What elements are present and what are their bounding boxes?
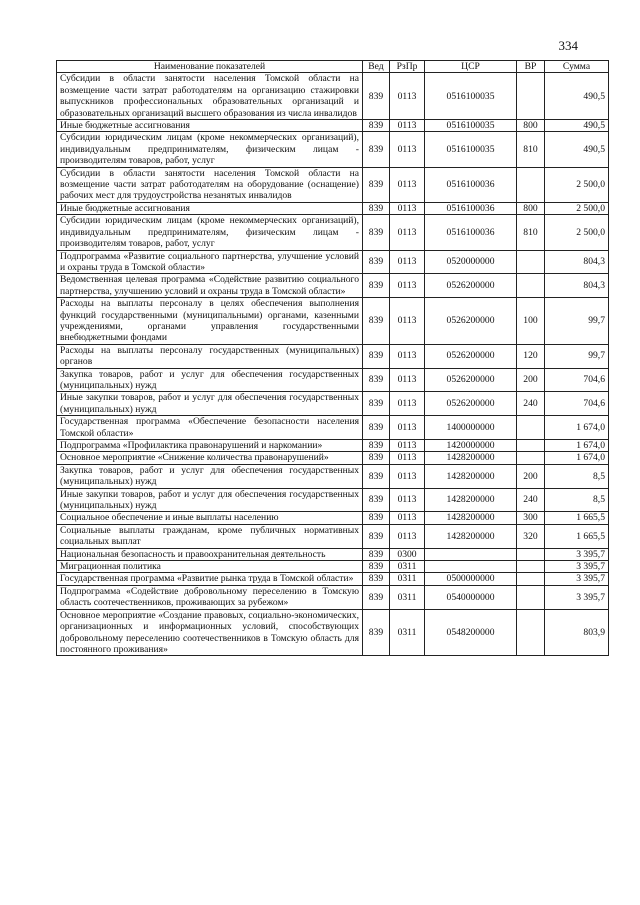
- row-ved-cell: 839: [363, 561, 390, 573]
- row-ved-cell: 839: [363, 250, 390, 274]
- row-ved-cell: 839: [363, 573, 390, 585]
- row-name-cell: Закупка товаров, работ и услуг для обеспечения государственных (муниципальных) нужд: [57, 464, 363, 488]
- row-name-cell: Иные бюджетные ассигнования: [57, 120, 363, 132]
- row-rzpr-cell: 0311: [390, 573, 425, 585]
- row-rzpr-cell: 0113: [390, 464, 425, 488]
- row-vr-cell: [517, 73, 545, 120]
- row-ved-cell: 839: [363, 215, 390, 250]
- row-rzpr-cell: 0113: [390, 344, 425, 368]
- row-csr-cell: 0516100035: [425, 73, 517, 120]
- row-csr-cell: [425, 548, 517, 560]
- row-vr-cell: [517, 585, 545, 609]
- row-csr-cell: 0516100036: [425, 215, 517, 250]
- row-vr-cell: 200: [517, 368, 545, 392]
- table-row: [57, 440, 609, 452]
- row-csr-cell: 1420000000: [425, 440, 517, 452]
- row-name-cell: Закупка товаров, работ и услуг для обеспечения государственных (муниципальных) нужд: [57, 368, 363, 392]
- row-ved-cell: 839: [363, 368, 390, 392]
- row-sum-cell: 3 395,7: [545, 573, 609, 585]
- table-row: [57, 250, 609, 274]
- row-rzpr-cell: 0113: [390, 73, 425, 120]
- row-rzpr-cell: 0311: [390, 609, 425, 656]
- row-vr-cell: 810: [517, 132, 545, 167]
- row-rzpr-cell: 0113: [390, 488, 425, 512]
- column-header-vr: ВР: [517, 61, 545, 73]
- table-row: [57, 215, 609, 250]
- row-vr-cell: [517, 548, 545, 560]
- row-ved-cell: 839: [363, 274, 390, 298]
- row-csr-cell: 0526200000: [425, 344, 517, 368]
- row-rzpr-cell: 0113: [390, 368, 425, 392]
- row-rzpr-cell: 0311: [390, 561, 425, 573]
- row-ved-cell: 839: [363, 73, 390, 120]
- row-vr-cell: [517, 452, 545, 464]
- row-name-cell: Расходы на выплаты персоналу в целях обеспечения выполнения функций государственными (муниципальными) органами, казенными учреждениями, органами управления государственными внебюджетными фондами: [57, 298, 363, 345]
- row-rzpr-cell: 0113: [390, 512, 425, 524]
- row-sum-cell: 8,5: [545, 464, 609, 488]
- row-vr-cell: [517, 440, 545, 452]
- row-name-cell: Социальное обеспечение и иные выплаты населению: [57, 512, 363, 524]
- row-sum-cell: 1 674,0: [545, 416, 609, 440]
- table-row: [57, 202, 609, 214]
- row-csr-cell: 0516100036: [425, 202, 517, 214]
- row-sum-cell: 1 674,0: [545, 440, 609, 452]
- column-header-name: Наименование показателей: [57, 61, 363, 73]
- table-row: [57, 585, 609, 609]
- row-vr-cell: [517, 609, 545, 656]
- row-name-cell: Подпрограмма «Профилактика правонарушений и наркомании»: [57, 440, 363, 452]
- row-csr-cell: 0526200000: [425, 274, 517, 298]
- row-ved-cell: 839: [363, 132, 390, 167]
- table-row: [57, 392, 609, 416]
- row-ved-cell: 839: [363, 585, 390, 609]
- row-ved-cell: 839: [363, 167, 390, 202]
- row-rzpr-cell: 0113: [390, 250, 425, 274]
- row-vr-cell: 800: [517, 202, 545, 214]
- row-csr-cell: 0548200000: [425, 609, 517, 656]
- row-sum-cell: 99,7: [545, 298, 609, 345]
- row-sum-cell: 1 665,5: [545, 512, 609, 524]
- row-name-cell: Субсидии в области занятости населения Томской области на возмещение части затрат работодателям на организацию стажировки выпускников профессиональных образовательных организаций и образовательных организаций высшего образования из числа инвалидов: [57, 73, 363, 120]
- row-sum-cell: 1 674,0: [545, 452, 609, 464]
- row-rzpr-cell: 0113: [390, 298, 425, 345]
- row-name-cell: Миграционная политика: [57, 561, 363, 573]
- row-name-cell: Государственная программа «Обеспечение безопасности населения Томской области»: [57, 416, 363, 440]
- row-ved-cell: 839: [363, 344, 390, 368]
- row-vr-cell: 240: [517, 392, 545, 416]
- row-rzpr-cell: 0113: [390, 440, 425, 452]
- row-sum-cell: 3 395,7: [545, 548, 609, 560]
- row-sum-cell: 704,6: [545, 368, 609, 392]
- row-name-cell: Субсидии юридическим лицам (кроме некоммерческих организаций), индивидуальным предпринимателям, физическим лицам - производителям товаров, работ, услуг: [57, 132, 363, 167]
- table-row: [57, 609, 609, 656]
- row-rzpr-cell: 0113: [390, 215, 425, 250]
- row-rzpr-cell: 0113: [390, 202, 425, 214]
- row-csr-cell: 1428200000: [425, 452, 517, 464]
- row-name-cell: Государственная программа «Развитие рынка труда в Томской области»: [57, 573, 363, 585]
- row-name-cell: Социальные выплаты гражданам, кроме публичных нормативных социальных выплат: [57, 524, 363, 548]
- column-header-csr: ЦСР: [425, 61, 517, 73]
- row-vr-cell: [517, 416, 545, 440]
- row-vr-cell: 300: [517, 512, 545, 524]
- table-row: [57, 274, 609, 298]
- row-ved-cell: 839: [363, 202, 390, 214]
- column-header-sum: Сумма: [545, 61, 609, 73]
- budget-table: [56, 60, 609, 656]
- row-vr-cell: [517, 167, 545, 202]
- row-sum-cell: 99,7: [545, 344, 609, 368]
- row-vr-cell: 800: [517, 120, 545, 132]
- table-row: [57, 561, 609, 573]
- row-vr-cell: 320: [517, 524, 545, 548]
- row-sum-cell: 804,3: [545, 274, 609, 298]
- row-ved-cell: 839: [363, 392, 390, 416]
- row-name-cell: Подпрограмма «Развитие социального партнерства, улучшение условий и охраны труда в Томской области»: [57, 250, 363, 274]
- row-csr-cell: 0516100035: [425, 132, 517, 167]
- row-rzpr-cell: 0113: [390, 167, 425, 202]
- row-ved-cell: 839: [363, 488, 390, 512]
- row-name-cell: Иные бюджетные ассигнования: [57, 202, 363, 214]
- row-vr-cell: 810: [517, 215, 545, 250]
- row-ved-cell: 839: [363, 440, 390, 452]
- table-row: [57, 167, 609, 202]
- row-csr-cell: 1428200000: [425, 464, 517, 488]
- row-sum-cell: 2 500,0: [545, 215, 609, 250]
- page-number: 334: [558, 38, 578, 53]
- column-header-ved: Вед: [363, 61, 390, 73]
- row-rzpr-cell: 0113: [390, 524, 425, 548]
- row-ved-cell: 839: [363, 548, 390, 560]
- column-header-rzpr: РзПр: [390, 61, 425, 73]
- table-row: [57, 120, 609, 132]
- table-row: [57, 488, 609, 512]
- row-name-cell: Национальная безопасность и правоохранительная деятельность: [57, 548, 363, 560]
- row-sum-cell: 2 500,0: [545, 167, 609, 202]
- row-csr-cell: 0540000000: [425, 585, 517, 609]
- row-vr-cell: [517, 274, 545, 298]
- row-csr-cell: 0520000000: [425, 250, 517, 274]
- table-row: [57, 524, 609, 548]
- row-sum-cell: 2 500,0: [545, 202, 609, 214]
- row-csr-cell: 0516100035: [425, 120, 517, 132]
- row-rzpr-cell: 0113: [390, 416, 425, 440]
- row-name-cell: Расходы на выплаты персоналу государственных (муниципальных) органов: [57, 344, 363, 368]
- table-row: [57, 452, 609, 464]
- row-name-cell: Основное мероприятие «Снижение количества правонарушений»: [57, 452, 363, 464]
- row-rzpr-cell: 0113: [390, 132, 425, 167]
- table-row: [57, 73, 609, 120]
- table-row: [57, 512, 609, 524]
- table-row: [57, 573, 609, 585]
- table-row: [57, 548, 609, 560]
- table-row: [57, 416, 609, 440]
- row-ved-cell: 839: [363, 524, 390, 548]
- row-ved-cell: 839: [363, 416, 390, 440]
- table-row: [57, 368, 609, 392]
- row-name-cell: Основное мероприятие «Создание правовых, социально-экономических, организационных и информационных условий, способствующих добровольному переселению соотечественников в Томскую область для постоянного проживания»: [57, 609, 363, 656]
- row-vr-cell: 100: [517, 298, 545, 345]
- row-rzpr-cell: 0113: [390, 452, 425, 464]
- row-vr-cell: [517, 573, 545, 585]
- row-csr-cell: [425, 561, 517, 573]
- row-rzpr-cell: 0113: [390, 392, 425, 416]
- row-csr-cell: 0526200000: [425, 298, 517, 345]
- row-sum-cell: 490,5: [545, 120, 609, 132]
- row-name-cell: Иные закупки товаров, работ и услуг для обеспечения государственных (муниципальных) нужд: [57, 488, 363, 512]
- row-ved-cell: 839: [363, 512, 390, 524]
- row-vr-cell: 200: [517, 464, 545, 488]
- table-row: [57, 464, 609, 488]
- row-vr-cell: [517, 250, 545, 274]
- row-sum-cell: 490,5: [545, 132, 609, 167]
- row-name-cell: Субсидии в области занятости населения Томской области на возмещение части затрат работодателям на оборудование (оснащение) рабочих мест для трудоустройства незанятых инвалидов: [57, 167, 363, 202]
- row-sum-cell: 3 395,7: [545, 585, 609, 609]
- table-row: [57, 298, 609, 345]
- row-csr-cell: 1400000000: [425, 416, 517, 440]
- row-rzpr-cell: 0311: [390, 585, 425, 609]
- row-csr-cell: 0516100036: [425, 167, 517, 202]
- row-sum-cell: 804,3: [545, 250, 609, 274]
- row-csr-cell: 0500000000: [425, 573, 517, 585]
- row-ved-cell: 839: [363, 609, 390, 656]
- row-ved-cell: 839: [363, 452, 390, 464]
- row-ved-cell: 839: [363, 298, 390, 345]
- table-header-row: [57, 61, 609, 73]
- table-row: [57, 344, 609, 368]
- row-ved-cell: 839: [363, 120, 390, 132]
- row-sum-cell: 1 665,5: [545, 524, 609, 548]
- row-sum-cell: 803,9: [545, 609, 609, 656]
- row-name-cell: Иные закупки товаров, работ и услуг для обеспечения государственных (муниципальных) нужд: [57, 392, 363, 416]
- row-sum-cell: 3 395,7: [545, 561, 609, 573]
- row-sum-cell: 8,5: [545, 488, 609, 512]
- row-name-cell: Ведомственная целевая программа «Содействие развитию социального партнерства, улучшению условий и охраны труда в Томской области»: [57, 274, 363, 298]
- row-vr-cell: 240: [517, 488, 545, 512]
- row-vr-cell: [517, 561, 545, 573]
- row-rzpr-cell: 0113: [390, 274, 425, 298]
- row-csr-cell: 0526200000: [425, 392, 517, 416]
- row-rzpr-cell: 0113: [390, 120, 425, 132]
- row-rzpr-cell: 0300: [390, 548, 425, 560]
- row-sum-cell: 704,6: [545, 392, 609, 416]
- row-csr-cell: 1428200000: [425, 488, 517, 512]
- row-name-cell: Субсидии юридическим лицам (кроме некоммерческих организаций), индивидуальным предпринимателям, физическим лицам - производителям товаров, работ, услуг: [57, 215, 363, 250]
- row-csr-cell: 1428200000: [425, 524, 517, 548]
- table-body: [57, 73, 609, 656]
- table-row: [57, 132, 609, 167]
- row-name-cell: Подпрограмма «Содействие добровольному переселению в Томскую область соотечественников, проживающих за рубежом»: [57, 585, 363, 609]
- row-sum-cell: 490,5: [545, 73, 609, 120]
- row-ved-cell: 839: [363, 464, 390, 488]
- row-csr-cell: 0526200000: [425, 368, 517, 392]
- row-csr-cell: 1428200000: [425, 512, 517, 524]
- row-vr-cell: 120: [517, 344, 545, 368]
